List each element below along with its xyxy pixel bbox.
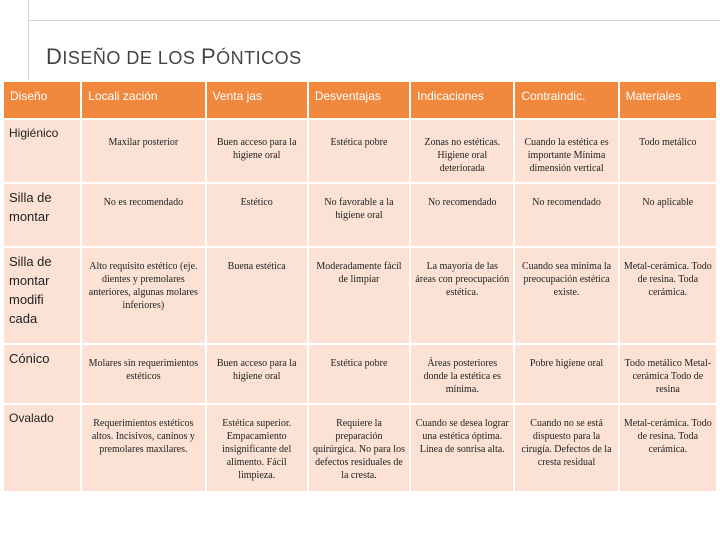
cell-materials: Todo metálico Metal-cerámica Todo de resina [620,345,716,403]
cell-indications: Cuando se desea lograr una estética óptima. Línea de sonrisa alta. [411,405,513,491]
cell-disadvantages: Requiere la preparación quirúrgica. No para los defectos residuales de la cresta. [309,405,409,491]
cell-disadvantages: Moderadamente fácil de limpiar [309,248,409,343]
cell-disadvantages: Estética pobre [309,345,409,403]
cell-indications: Zonas no estéticas. Higiene oral deteriorada [411,120,513,182]
cell-location: No es recomendado [82,184,204,246]
cell-contraindications: Pobre higiene oral [515,345,617,403]
slide-title [46,44,302,70]
cell-design: Cónico [4,345,80,403]
title-word2-rest: ÓNTICOS [216,48,302,68]
cell-advantages: Buen acceso para la higiene oral [207,120,307,182]
cell-disadvantages: Estética pobre [309,120,409,182]
cell-indications: Áreas posteriores donde la estética es mínima. [411,345,513,403]
header-indications: Indicaciones [411,82,513,118]
cell-indications: La mayoría de las áreas con preocupación estética. [411,248,513,343]
cell-advantages: Estético [207,184,307,246]
slide-frame-top-line [28,20,720,21]
cell-design: Higiénico [4,120,80,182]
cell-advantages: Buena estética [207,248,307,343]
cell-advantages: Estética superior. Empacamiento insignificante del alimento. Fácil limpieza. [207,405,307,491]
cell-design: Silla de montar [4,184,80,246]
table-row [4,345,716,403]
cell-materials: Todo metálico [620,120,716,182]
table-row [4,405,716,491]
cell-location: Alto requisito estético (eje. dientes y premolares anteriores, algunas molares inferiores) [82,248,204,343]
header-location: Locali zación [82,82,204,118]
cell-advantages: Buen acceso para la higiene oral [207,345,307,403]
cell-location: Molares sin requerimientos estéticos [82,345,204,403]
header-advantages: Venta jas [207,82,307,118]
cell-disadvantages: No favorable a la higiene oral [309,184,409,246]
header-disadvantages: Desventajas [309,82,409,118]
table-row [4,184,716,246]
cell-contraindications: Cuando no se está dispuesto para la cirugía. Defectos de la cresta residual [515,405,617,491]
header-design: Diseño [4,82,80,118]
cell-contraindications: Cuando sea mínima la preocupación estética existe. [515,248,617,343]
table-header-row [4,82,716,118]
cell-design: Silla de montar modifi cada [4,248,80,343]
header-contraindications: Contraindic. [515,82,617,118]
title-word2-initial: P [200,44,217,69]
cell-location: Maxilar posterior [82,120,204,182]
cell-materials: Metal-cerámica. Todo de resina. Toda cerámica. [620,405,716,491]
cell-location: Requerimientos estéticos altos. Incisivos, caninos y premolares maxilares. [82,405,204,491]
cell-design: Ovalado [4,405,80,491]
table-row [4,120,716,182]
pontic-design-table [2,80,718,493]
cell-materials: No aplicable [620,184,716,246]
cell-materials: Metal-cerámica. Todo de resina. Toda cerámica. [620,248,716,343]
title-word1-rest: ISEÑO DE LOS [62,48,201,68]
cell-indications: No recomendado [411,184,513,246]
title-word1-initial: D [46,44,63,69]
header-materials: Materiales [620,82,716,118]
table-row [4,248,716,343]
slide-frame-left-line [28,0,29,80]
cell-contraindications: Cuando la estética es importante Mínima dimensión vertical [515,120,617,182]
cell-contraindications: No recomendado [515,184,617,246]
